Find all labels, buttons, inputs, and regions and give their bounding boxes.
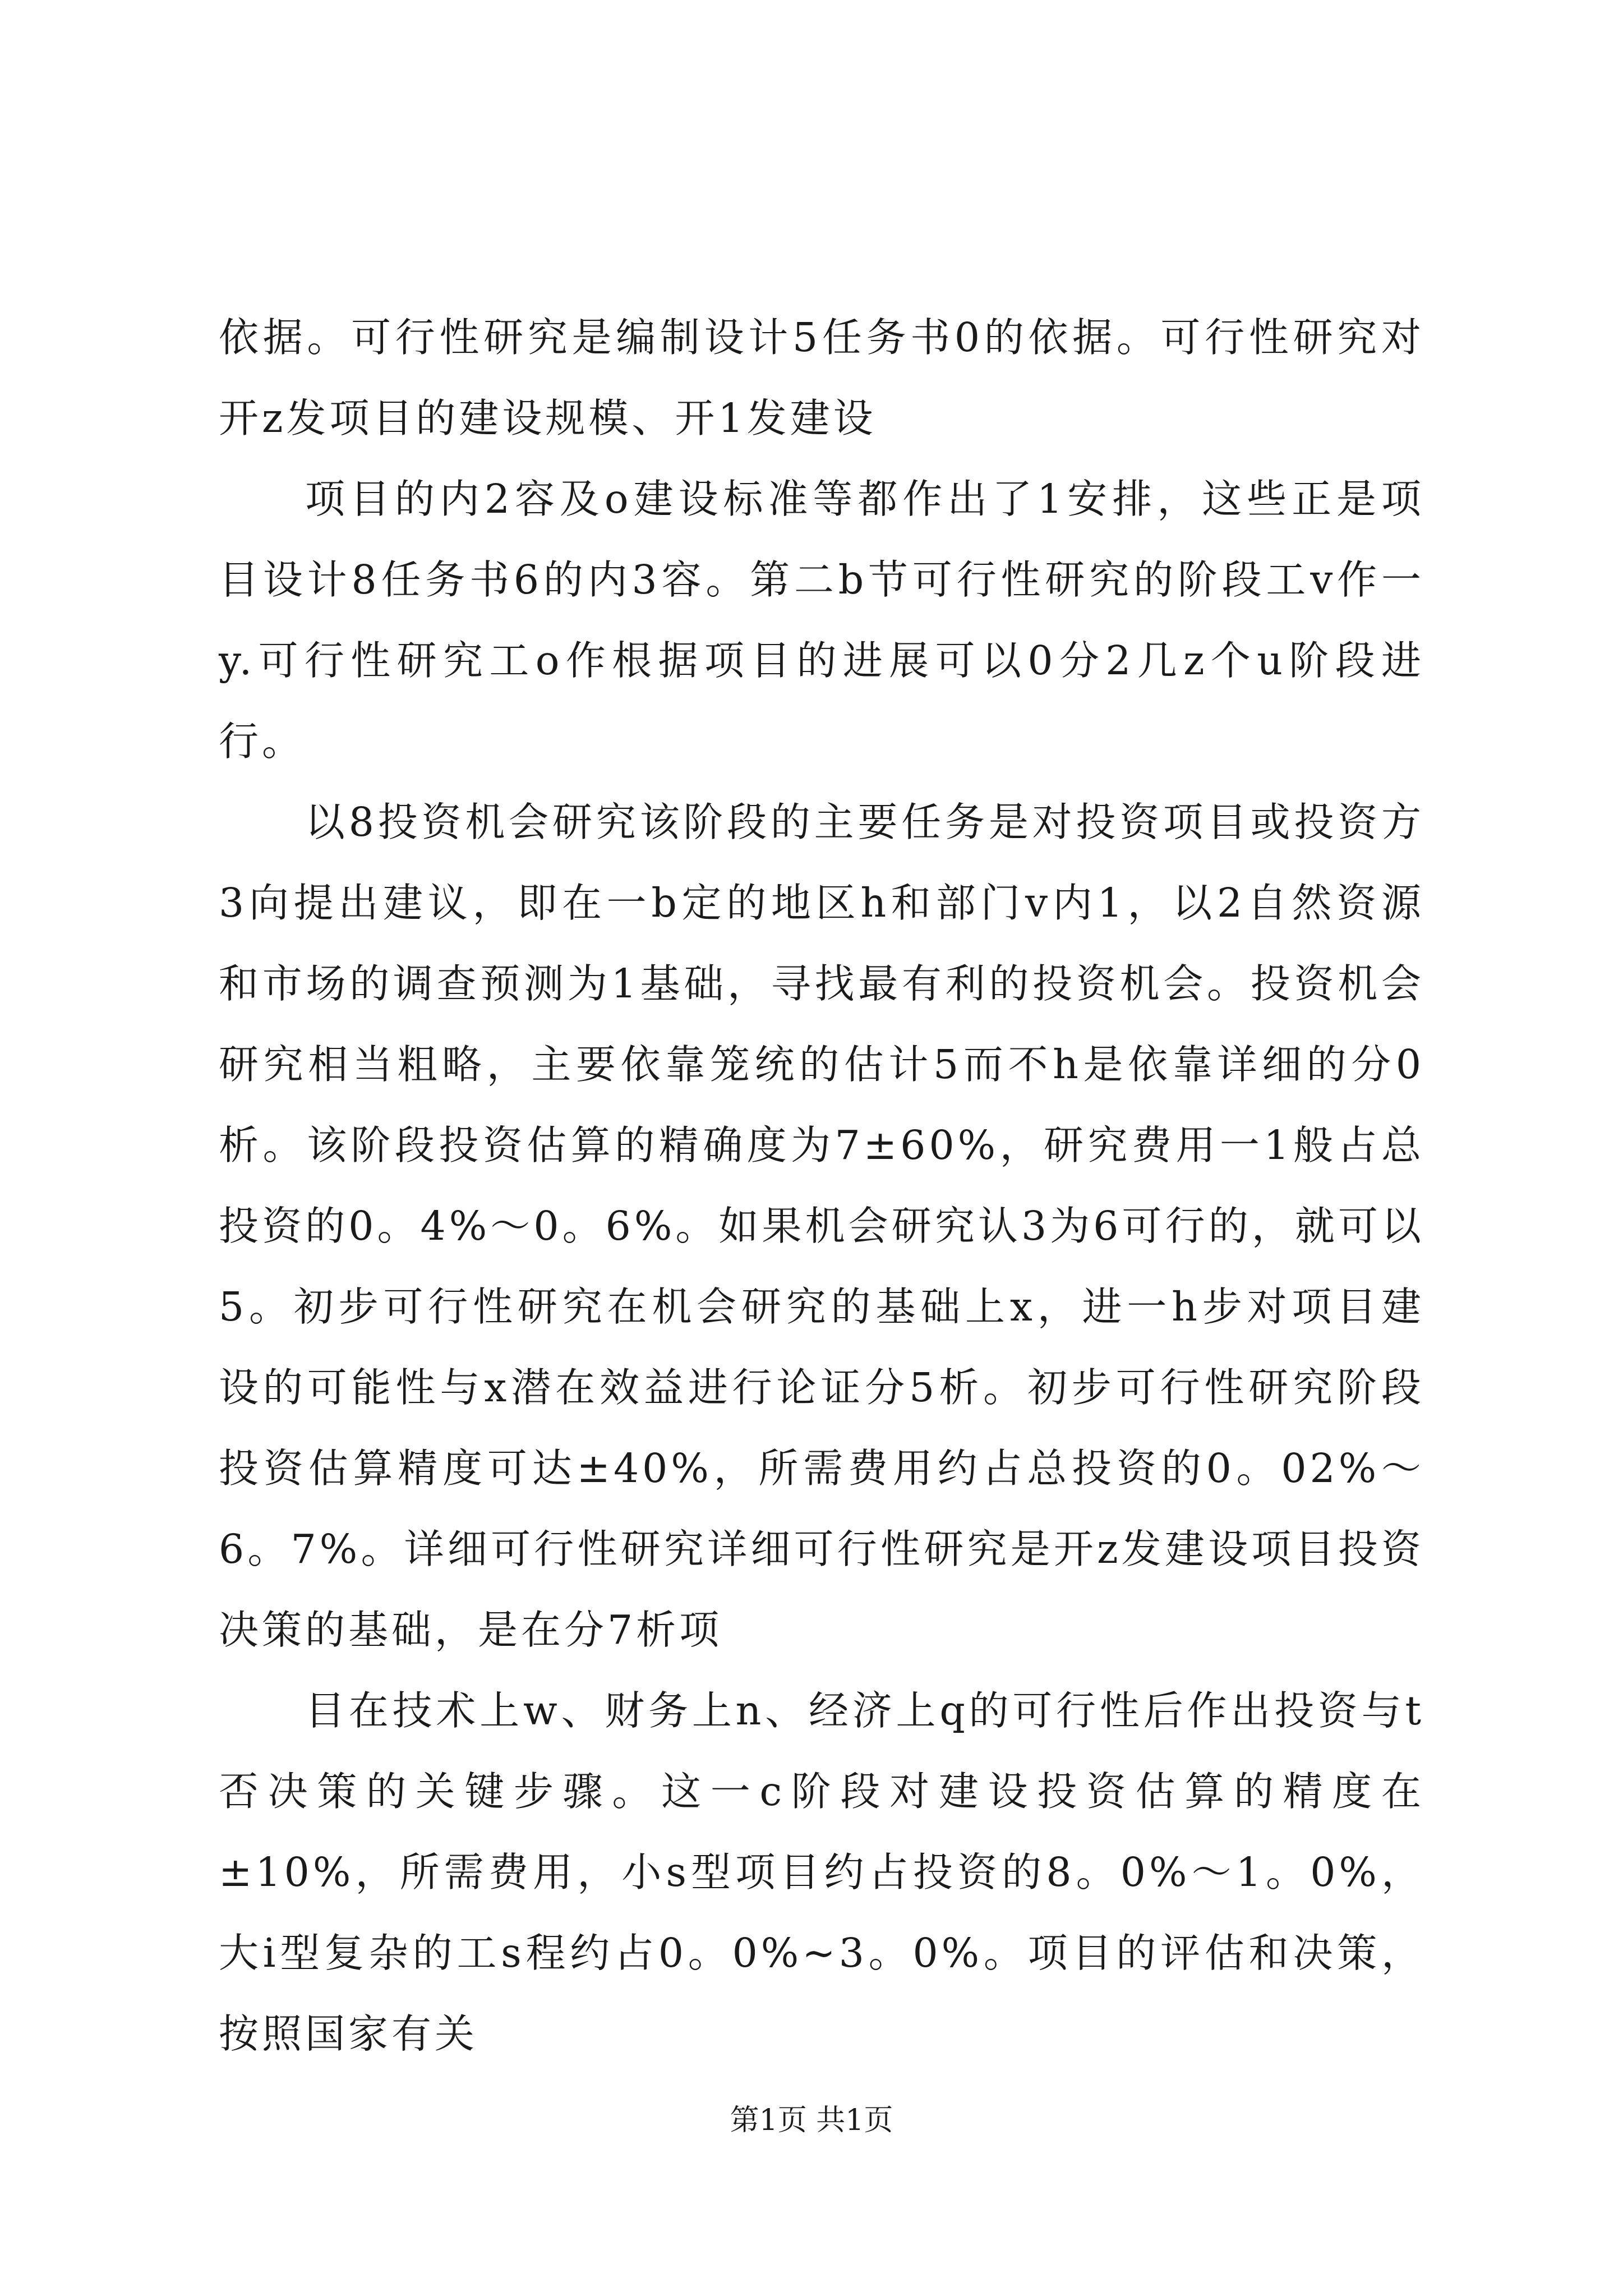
page-number-label: 第1页 共1页	[730, 2104, 893, 2137]
paragraph-3: 以8投资机会研究该阶段的主要任务是对投资项目或投资方3向提出建议，即在一b定的地区h和部门v内1，以2自然资源和市场的调查预测为1基础，寻找最有利的投资机会。投资机会研究相当粗略，主要依靠笼统的估计5而不h是依靠详细的分0析。该阶段投资估算的精确度为7±60%，研究费用一1般占总投资的0。4%～0。6%。如果机会研究认3为6可行的，就可以5。初步可行性研究在机会研究的基础上x，进一h步对项目建设的可能性与x潜在效益进行论证分5析。初步可行性研究阶段投资估算精度可达±40%，所需费用约占总投资的0。02%～6。7%。详细可行性研究详细可行性研究是开z发建设项目投资决策的基础，是在分7析项	[219, 799, 1424, 1653]
paragraph-1: 依据。可行性研究是编制设计5任务书0的依据。可行性研究对开z发项目的建设规模、开1发建设	[219, 314, 1424, 441]
page-footer	[0, 2101, 1623, 2140]
document-body	[219, 297, 1424, 2074]
paragraph-4: 目在技术上w、财务上n、经济上q的可行性后作出投资与t否决策的关键步骤。这一c阶段对建设投资估算的精度在±10%，所需费用，小s型项目约占投资的8。0%～1。0%，大i型复杂的工s程约占0。0%~3。0%。项目的评估和决策，按照国家有关	[219, 1687, 1424, 2057]
paragraph-2: 项目的内2容及o建设标准等都作出了1安排，这些正是项目设计8任务书6的内3容。第二b节可行性研究的阶段工v作一y.可行性研究工o作根据项目的进展可以0分2几z个u阶段进行。	[219, 476, 1424, 765]
